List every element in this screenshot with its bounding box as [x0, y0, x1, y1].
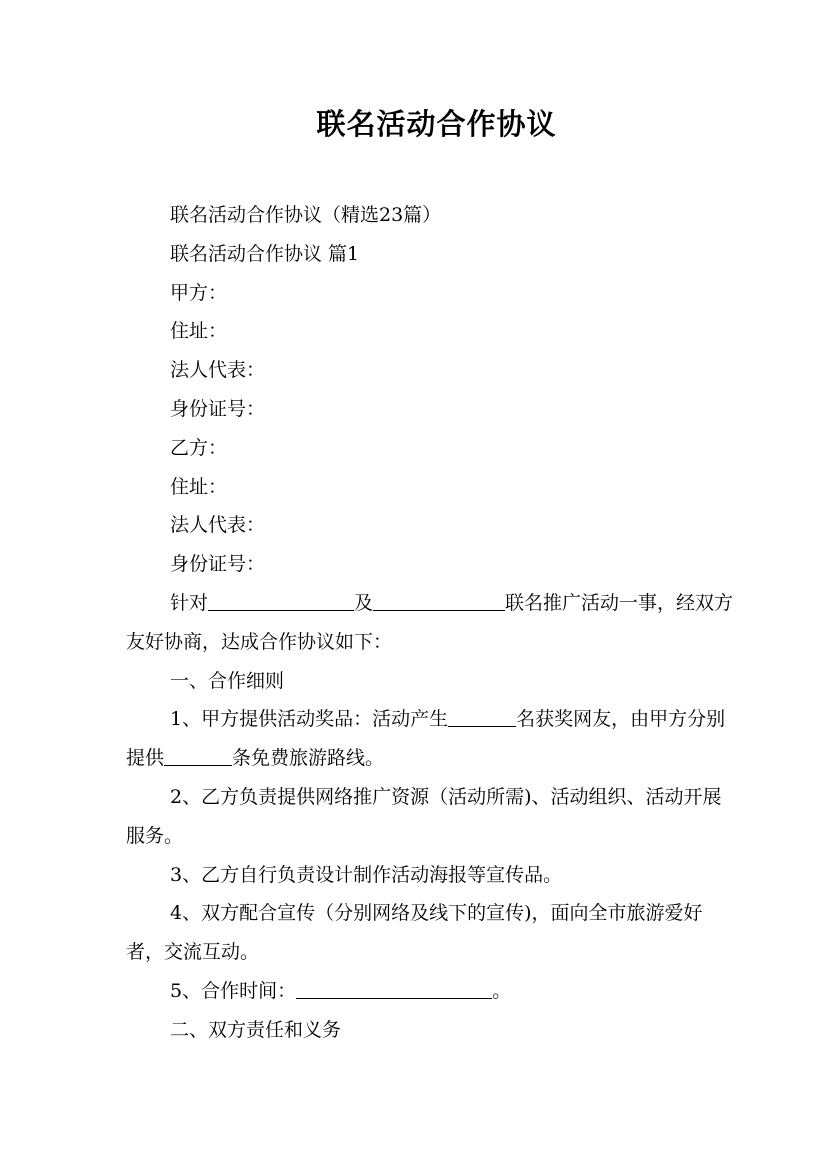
- party-a-legal-rep: 法人代表：: [170, 359, 266, 382]
- chapter-1-heading: 一、合作细则: [170, 669, 285, 692]
- section-title: 联名活动合作协议 篇1: [170, 242, 360, 265]
- party-a-id-number: 身份证号：: [170, 397, 266, 420]
- party-a-address: 住址：: [170, 320, 228, 343]
- party-a-label: 甲方：: [170, 281, 228, 304]
- clause-5-text-2: 。: [492, 979, 512, 1002]
- clause-5-text-1: 5、合作时间：: [170, 979, 297, 1002]
- clause-1-text-1: 1、甲方提供活动奖品：活动产生: [170, 708, 449, 731]
- clause-1-text-3: 条免费旅游路线。: [232, 747, 385, 770]
- chapter-2-heading: 二、双方责任和义务: [170, 1018, 342, 1041]
- clause-4: 4、双方配合宣传（分别网络及线下的宣传)，面向全市旅游爱好者，交流互动。: [126, 902, 703, 964]
- intro-line: 联名活动合作协议（精选23篇）: [170, 204, 442, 226]
- clause-1-text-2: 名获奖网友，由甲方分别提供: [126, 708, 726, 770]
- clause-2: 2、乙方负责提供网络推广资源（活动所需)、活动组织、活动开展服务。: [126, 785, 722, 847]
- blank-line-party-b: [373, 591, 505, 611]
- party-b-label: 乙方：: [170, 436, 228, 459]
- document-title: 联名活动合作协议: [316, 107, 557, 141]
- preamble-text-1: 针对: [170, 591, 209, 614]
- party-b-id-number: 身份证号：: [170, 553, 266, 576]
- document-body: [126, 196, 737, 1050]
- blank-line-winner-count: [448, 707, 516, 727]
- preamble-text-3: 联名推广活动一事，经双方友好协商，达成合作协议如下：: [126, 591, 734, 653]
- blank-line-party-a: [208, 591, 354, 611]
- clause-5: [126, 972, 737, 1011]
- party-b-legal-rep: 法人代表：: [170, 514, 266, 537]
- blank-line-cooperation-period: [296, 979, 492, 999]
- clause-1: [126, 700, 737, 778]
- clause-3: 3、乙方自行负责设计制作活动海报等宣传品。: [170, 863, 563, 886]
- preamble-text-2: 及: [354, 591, 374, 614]
- preamble-paragraph: [126, 584, 737, 662]
- party-b-address: 住址：: [170, 475, 228, 498]
- blank-line-route-count: [164, 746, 232, 766]
